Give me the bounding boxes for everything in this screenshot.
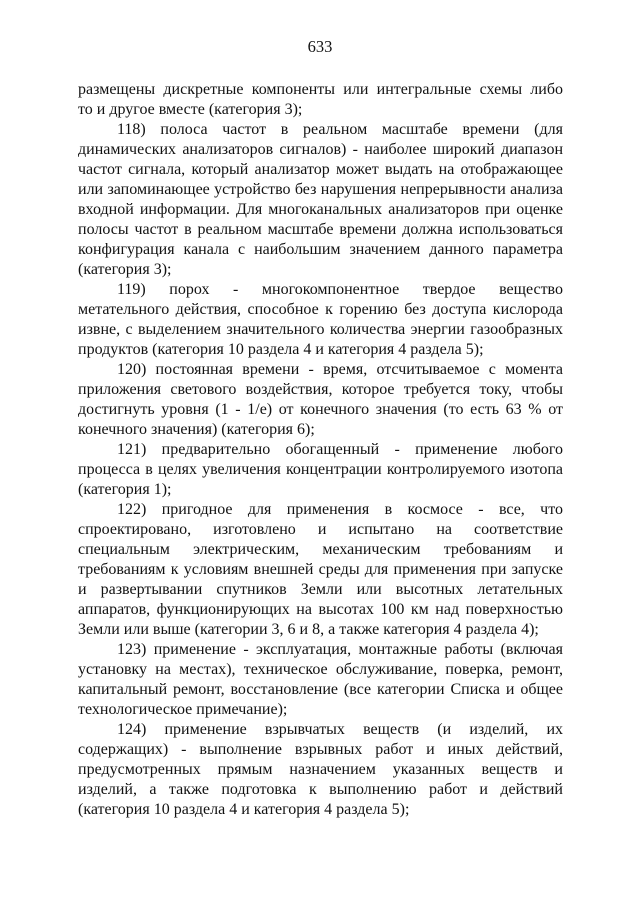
- definition-124-start: 124) применение взрывчатых веществ (и изделий, их: [117, 721, 563, 738]
- text-line: продуктов (категория 10 раздела 4 и категория 4 раздела 5);: [78, 341, 484, 358]
- text-line: (категория 10 раздела 4 и категория 4 раздела 5);: [78, 801, 410, 818]
- definition-123-start: 123) применение - эксплуатация, монтажные работы (включая: [117, 641, 563, 658]
- text-line: достигнуть уровня (1 - 1/e) от конечного значения (то есть 63 % от: [78, 401, 563, 418]
- text-line: требованиям к условиям внешней среды для применения при запуске: [78, 561, 563, 578]
- definition-119-start: 119) порох - многокомпонентное твердое вещество: [117, 281, 563, 298]
- text-line: входной информации. Для многоканальных анализаторов при оценке: [78, 201, 563, 218]
- text-line: динамических анализаторов сигналов) - наиболее широкий диапазон: [78, 141, 563, 158]
- definition-122-start: 122) пригодное для применения в космосе - все, что: [117, 501, 563, 518]
- text-line: установку на местах), техническое обслуживание, поверка, ремонт,: [78, 661, 563, 678]
- text-line: капитальный ремонт, восстановление (все категории Списка и общее: [78, 681, 563, 698]
- definition-120-start: 120) постоянная времени - время, отсчитываемое с момента: [117, 361, 563, 378]
- text-line: предусмотренных прямым назначением указанных веществ и: [78, 761, 563, 778]
- text-line: то и другое вместе (категория 3);: [78, 101, 303, 118]
- text-line: извне, с выделением значительного количества энергии газообразных: [78, 321, 563, 338]
- text-line: спроектировано, изготовлено и испытано на соответствие: [78, 521, 563, 538]
- text-line: размещены дискретные компоненты или интегральные схемы либо: [78, 81, 563, 98]
- text-line: аппаратов, функционирующих на высотах 100 км над поверхностью: [78, 601, 563, 618]
- page-number: 633: [307, 37, 333, 56]
- text-line: (категория 1);: [78, 481, 172, 498]
- text-line: процесса в целях увеличения концентрации контролируемого изотопа: [78, 461, 563, 478]
- text-line: специальным электрическим, механическим требованиям и: [78, 541, 563, 558]
- text-line: конечного значения) (категория 6);: [78, 421, 315, 438]
- definition-118-start: 118) полоса частот в реальном масштабе времени (для: [117, 121, 563, 138]
- text-line: частот сигнала, который анализатор может выдать на отображающее: [78, 161, 563, 178]
- text-line: Земли или выше (категории 3, 6 и 8, а также категория 4 раздела 4);: [78, 621, 539, 638]
- text-line: или запоминающее устройство без нарушения непрерывности анализа: [78, 181, 563, 198]
- text-line: метательного действия, способное к горению без доступа кислорода: [78, 301, 563, 318]
- text-line: технологическое примечание);: [78, 701, 288, 718]
- text-line: (категория 3);: [78, 261, 172, 278]
- text-line: изделий, а также подготовка к выполнению работ и действий: [78, 781, 563, 798]
- definition-121-start: 121) предварительно обогащенный - применение любого: [117, 441, 563, 458]
- text-line: приложения светового воздействия, которое требуется току, чтобы: [78, 381, 563, 398]
- text-line: и развертывании спутников Земли или высотных летательных: [78, 581, 563, 598]
- text-line: конфигурация канала с наибольшим значением данного параметра: [78, 241, 563, 258]
- text-line: полосы частот в реальном масштабе времени должна использоваться: [78, 221, 563, 238]
- text-line: содержащих) - выполнение взрывных работ и иных действий,: [78, 741, 563, 758]
